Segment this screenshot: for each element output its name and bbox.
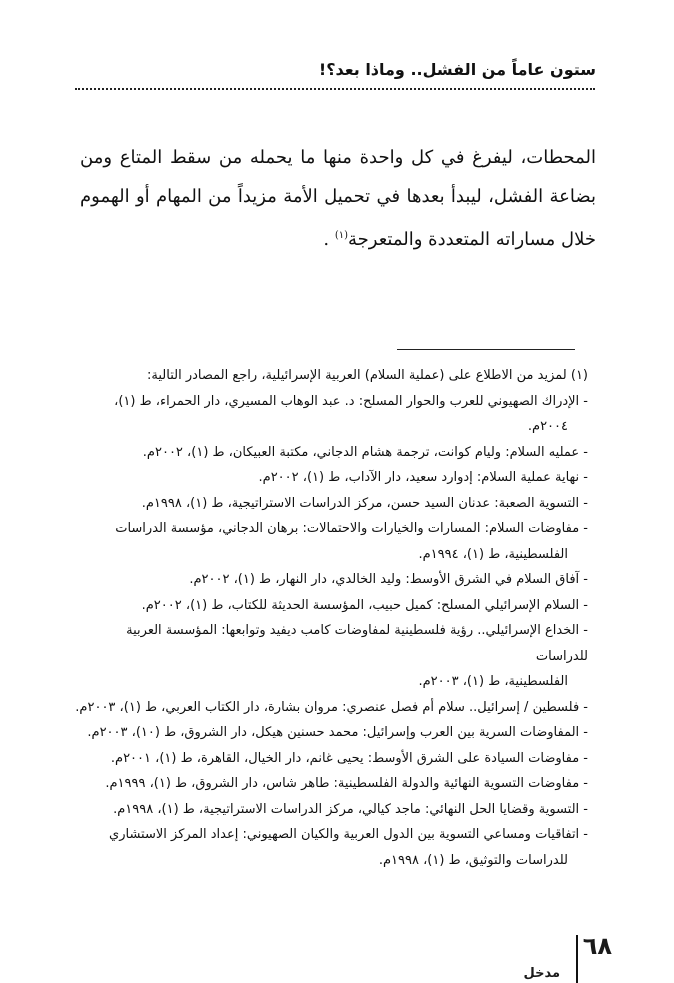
footnote-reference — [73, 389, 588, 440]
footnote-marker: (١) — [334, 230, 349, 241]
footnote-reference — [73, 567, 588, 593]
footnote-reference — [73, 720, 588, 746]
reference-continuation: للدراسات والتوثيق، ط (١)، ١٩٩٨م. — [378, 852, 568, 868]
footnote-reference — [73, 440, 588, 466]
footnote-reference — [73, 516, 588, 567]
reference-text: - مفاوضات السيادة على الشرق الأوسط: يحيى غانم، دار الخيال، القاهرة، ط (١)، ٢٠٠١م. — [110, 750, 588, 766]
page-number: ٦٨ — [582, 932, 612, 960]
header-dotted-rule — [75, 88, 595, 90]
footnote-reference — [73, 746, 588, 772]
footnote-intro: (١) لمزيد من الاطلاع على (عملية السلام) العربية الإسرائيلية، راجع المصادر التالية: — [147, 368, 588, 383]
folio-divider — [576, 935, 578, 983]
footer-section-label: مدخل — [523, 966, 560, 981]
body-paragraph — [80, 138, 596, 259]
body-text: المحطات، ليفرغ في كل واحدة منها ما يحمله من سقط المتاع ومن بضاعة الفشل، ليبدأ بعدها في تحميل الأمة مزيداً من المهام أو الهموم خلال مساراته المتعددة والمتعرجة — [80, 147, 596, 250]
reference-text: - التسوية الصعبة: عدنان السيد حسن، مركز الدراسات الاستراتيجية، ط (١)، ١٩٩٨م. — [141, 495, 588, 511]
reference-text: - مفاوضات التسوية النهائية والدولة الفلسطينية: طاهر شاس، دار الشروق، ط (١)، ١٩٩٩م. — [105, 776, 588, 791]
footnote-reference — [73, 491, 588, 517]
reference-text: - فلسطين / إسرائيل.. سلام أم فصل عنصري: مروان بشارة، دار الكتاب العربي، ط (١)، ٢٠٠٣م. — [75, 699, 588, 715]
footnotes-list — [73, 363, 588, 873]
footnote-reference — [73, 822, 588, 873]
reference-text: - اتفاقيات ومساعي التسوية بين الدول العربية والكيان الصهيوني: إعداد المركز الاستشاري — [109, 827, 588, 842]
running-header: ستون عاماً من الفشل.. وماذا بعد؟! — [318, 60, 596, 79]
reference-text: - الخداع الإسرائيلي.. رؤية فلسطينية لمفاوضات كامب ديفيد وتوابعها: المؤسسة العربية للدراسات — [126, 623, 588, 664]
reference-text: - التسوية وقضايا الحل النهائي: ماجد كيالي، مركز الدراسات الاستراتيجية، ط (١)، ١٩٩٨م. — [113, 801, 588, 817]
footnote-reference — [73, 465, 588, 491]
footnote-reference — [73, 797, 588, 823]
footnote-reference — [73, 771, 588, 797]
reference-text: - عمليه السلام: وليام كوانت، ترجمة هشام الدجاني، مكتبة العبيكان، ط (١)، ٢٠٠٢م. — [142, 444, 588, 460]
reference-text: - المفاوضات السرية بين العرب وإسرائيل: محمد حسنين هيكل، دار الشروق، ط (١٠)، ٢٠٠٣م. — [87, 725, 588, 740]
reference-text: - نهاية عملية السلام: إدوارد سعيد، دار الآداب، ط (١)، ٢٠٠٢م. — [258, 470, 588, 485]
reference-text: - آفاق السلام في الشرق الأوسط: وليد الخالدي، دار النهار، ط (١)، ٢٠٠٢م. — [189, 572, 588, 587]
reference-text: - مفاوضات السلام: المسارات والخيارات والاحتمالات: برهان الدجاني، مؤسسة الدراسات — [115, 521, 588, 536]
reference-continuation: الفلسطينية، ط (١)، ١٩٩٤م. — [418, 546, 568, 562]
reference-text: - الإدراك الصهيوني للعرب والحوار المسلح: د. عبد الوهاب المسيري، دار الحمراء، ط (١)، — [114, 393, 588, 409]
footnote-reference — [73, 593, 588, 619]
body-end-punct: . — [323, 229, 330, 250]
footnote-rule — [397, 349, 575, 350]
reference-text: - السلام الإسرائيلي المسلح: كميل حبيب، المؤسسة الحديثة للكتاب، ط (١)، ٢٠٠٢م. — [141, 597, 588, 613]
footnote-reference — [73, 618, 588, 695]
reference-continuation: ٢٠٠٤م. — [527, 419, 568, 434]
footnote-reference — [73, 695, 588, 721]
reference-continuation: الفلسطينية، ط (١)، ٢٠٠٣م. — [418, 674, 568, 689]
